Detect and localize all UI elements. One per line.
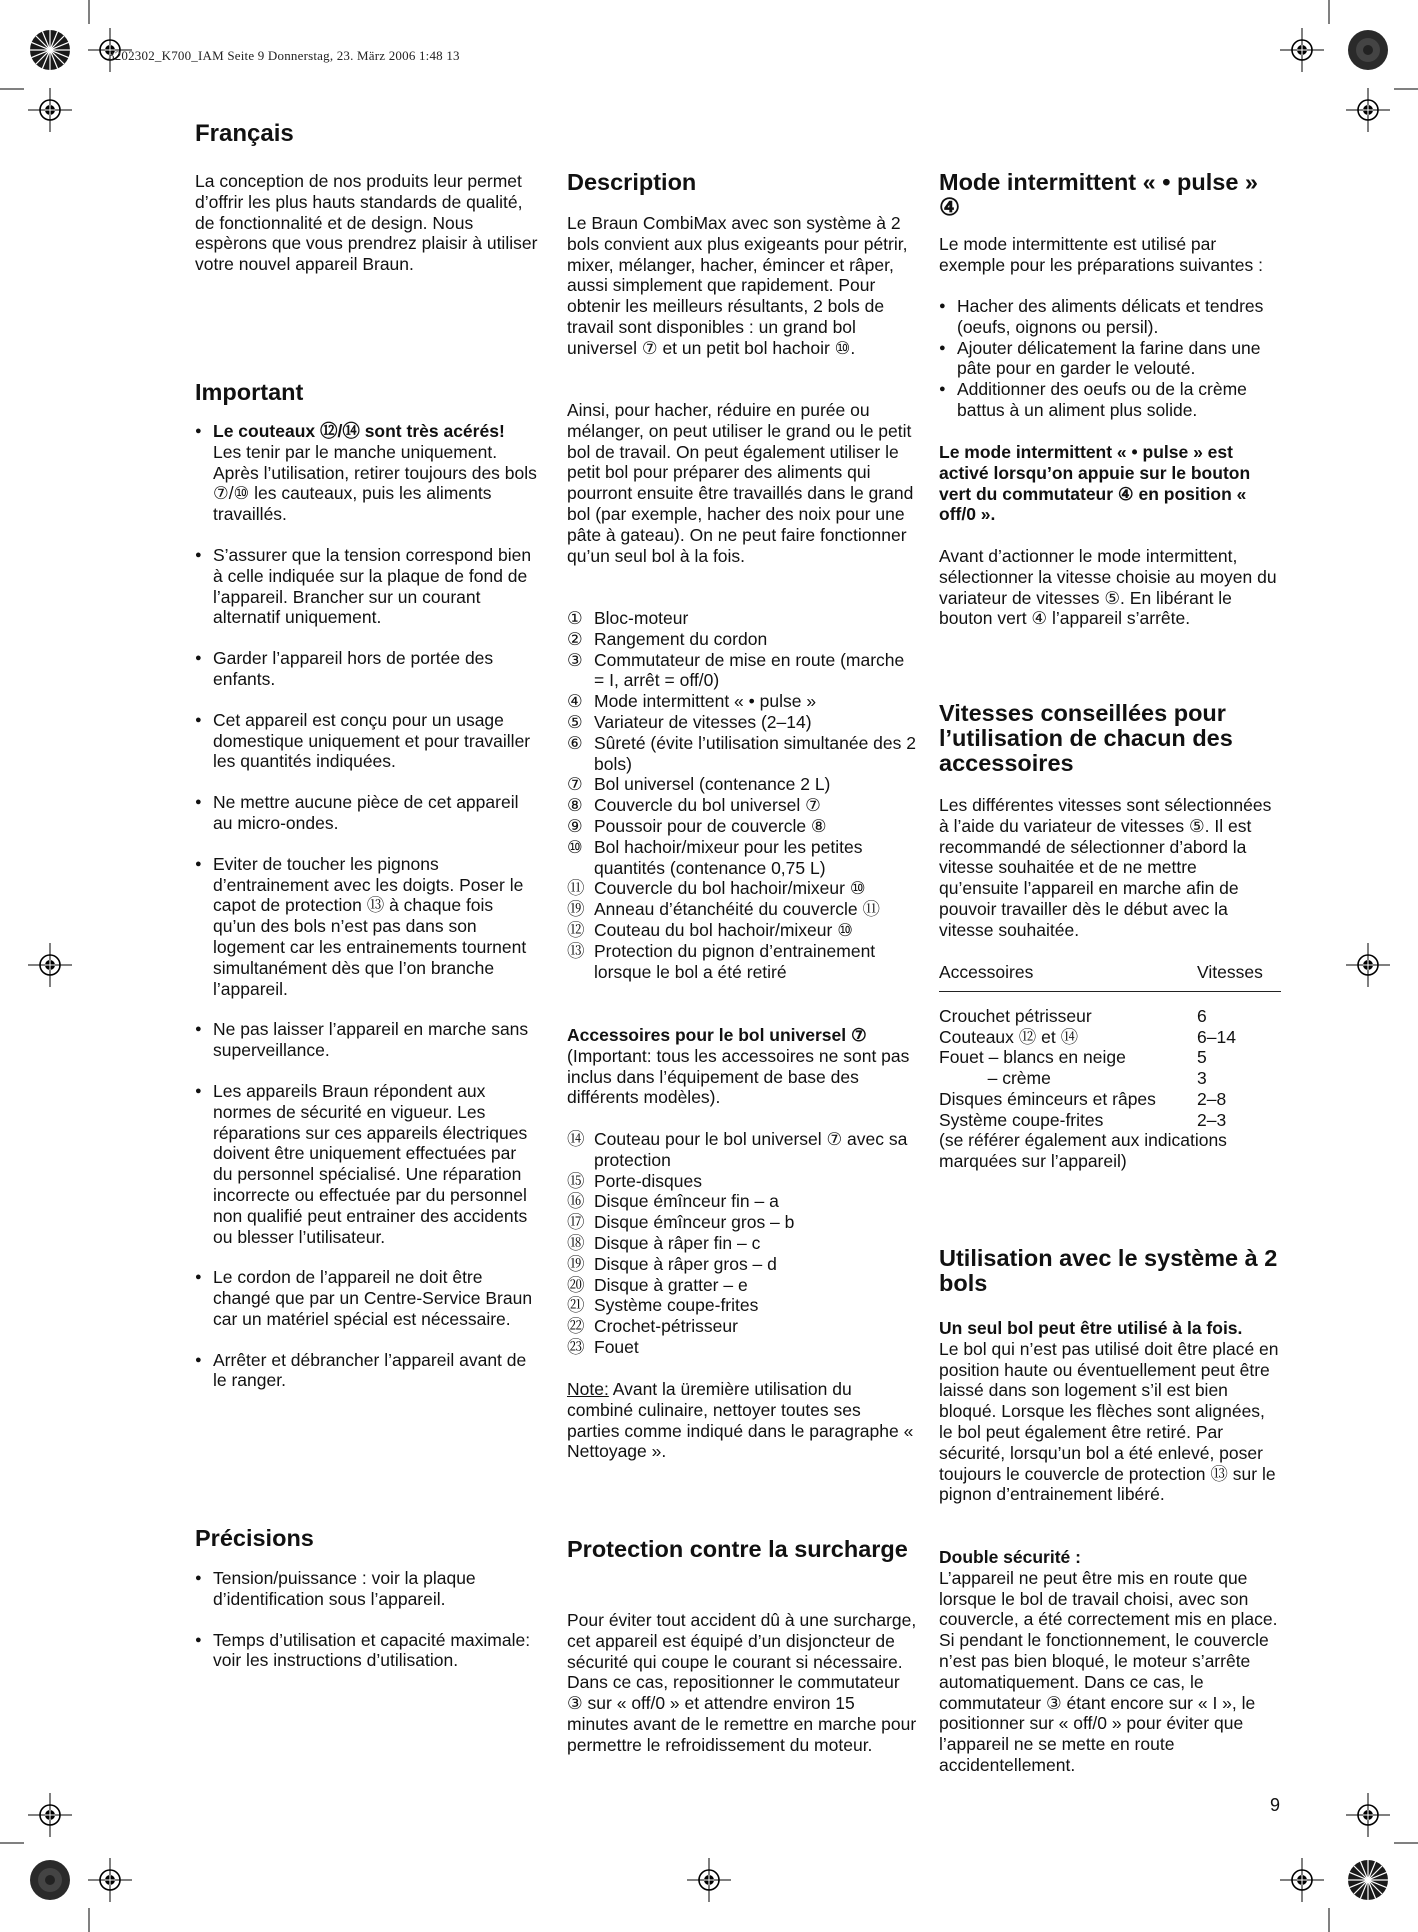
print-slug: 3202302_K700_IAM Seite 9 Donnerstag, 23. März 2006 1:48 13 xyxy=(108,48,460,63)
table-note: (se référer également aux indications marquées sur l’appareil) xyxy=(939,1130,1227,1171)
table-row: – crème 3 xyxy=(939,1068,1207,1089)
pulse-intro: Le mode intermittente est utilisé par exemple pour les préparations suivantes : xyxy=(939,234,1263,275)
list-item: ● Cet appareil est conçu pour un usage domestique uniquement et pour travailler les quantités indiquées. xyxy=(195,710,540,772)
list-item: ⑨ Poussoir pour de couvercle ⑧ xyxy=(567,815,827,836)
parts-list xyxy=(567,608,917,982)
important-heading: Important xyxy=(195,379,304,405)
intro-paragraph: La conception de nos produits leur permet d’offrir les plus hauts standards de qualité, de fonctionnalité et de design. Nous espèrons que vous prendrez plaisir à utiliser votre nouvel appareil Braun. xyxy=(195,171,538,275)
list-item: ⑧ Couvercle du bol universel ⑦ xyxy=(567,795,821,816)
speeds-paragraph: Les différentes vitesses sont sélectionnées à l’aide du variateur de vitesses ⑤. Il est recommandé de sélectionner d’abord la vitesse souhaitée et de ne mettre qu’ensuite l’appareil en marche afin de pouvoir travailler dès le début avec la vitesse souhaitée. xyxy=(939,795,1272,940)
list-item: ⑦ Bol universel (contenance 2 L) xyxy=(567,774,831,795)
list-item: ② Rangement du cordon xyxy=(567,628,768,649)
page-number: 9 xyxy=(1269,1795,1280,1815)
description-heading: Description xyxy=(567,169,697,195)
description-paragraph-1: Le Braun CombiMax avec son système à 2 bols convient aux plus exigeants pour pétrir, mixer, mélanger, hacher, émincer et râper, aussi simplement que rapidement. Pour obtenir les meilleurs résultants, 2 bols de travail sont disponibles : un grand bol universel ⑦ et un petit bol hachoir ⑩. xyxy=(567,213,908,358)
twobowl-heading: Utilisation avec le système à 2 bols xyxy=(939,1245,1278,1296)
list-item: ③ Commutateur de mise en route (marche = I, arrêt = off/0) xyxy=(567,649,905,691)
list-item: ⑥ Sûreté (évite l’utilisation simultanée des 2 bols) xyxy=(567,732,916,774)
list-item: ● Le couteaux ⑫/⑭ sont très acérés! Les tenir par le manche uniquement. Après l’utilisation, retirer toujours des bols ⑦/⑩ les cauteaux, puis les aliments travaillés. xyxy=(195,421,540,525)
list-item: ● Garder l’appareil hors de portée des enfants. xyxy=(195,648,540,690)
list-item: ⑬ Protection du pignon d’entrainement lorsque le bol a été retiré xyxy=(567,940,876,982)
note-paragraph: Note: Avant la üremière utilisation du combiné culinaire, nettoyer toutes ses parties comme indiqué dans le paragraphe « Nettoyage ». xyxy=(567,1379,914,1462)
table-row: Fouet – blancs en neige 5 xyxy=(939,1047,1207,1068)
list-item: ● Arrêter et débrancher l’appareil avant de le ranger. xyxy=(195,1350,540,1392)
table-row: Couteaux ⑫ et ⑭ 6–14 xyxy=(939,1026,1236,1047)
list-item: ⑳ Disque à gratter – e xyxy=(567,1274,748,1295)
pulse-heading: Mode intermittent « • pulse » ④ xyxy=(939,169,1258,220)
list-item: ● Hacher des aliments délicats et tendres (oeufs, oignons ou persil). xyxy=(939,296,1281,338)
list-item: ● Ne pas laisser l’appareil en marche sans superveillance. xyxy=(195,1019,540,1061)
speeds-table xyxy=(939,962,1281,1131)
list-item: ⑫ Couteau du bol hachoir/mixeur ⑩ xyxy=(567,919,853,940)
list-item: ⑲ Disque à râper gros – d xyxy=(567,1253,777,1274)
list-item: ㉑ Système coupe-frites xyxy=(567,1295,759,1316)
list-item: ● Temps d’utilisation et capacité maximale: voir les instructions d’utilisation. xyxy=(195,1630,540,1672)
list-item: ● Ajouter délicatement la farine dans une pâte pour en garder le velouté. xyxy=(939,338,1281,380)
list-item: ⑭ Couteau pour le bol universel ⑦ avec sa protection xyxy=(567,1129,908,1170)
list-item: ● Eviter de toucher les pignons d’entrainement avec les doigts. Poser le capot de protection ⑬ à chaque fois qu’un des bols n’est pas dans son logement car les entrainements tournent simultanément dès que l’on branche l’appareil. xyxy=(195,854,540,1000)
list-item: ● Tension/puissance : voir la plaque d’identification sous l’appareil. xyxy=(195,1568,540,1610)
precisions-list xyxy=(195,1568,540,1671)
twobowl-paragraph: Un seul bol peut être utilisé à la fois. Le bol qui n’est pas utilisé doit être placé en position haute ou éventuellement peut être laissé dans son logement s’il est bien bloqué. Lorsque les flèches sont alignées, le bol peut également être retiré. Par sécurité, lorsqu’un bol a été enlevé, poser toujours le couvercle de protection ⑬ sur le pignon d’entrainement libéré. xyxy=(939,1318,1279,1505)
overload-heading: Protection contre la surcharge xyxy=(567,1536,908,1562)
pulse-list xyxy=(939,296,1281,421)
accessories-intro: Accessoires pour le bol universel ⑦ (Important: tous les accessoires ne sont pas inclus dans l’équipement de base des différents modèles). xyxy=(567,1025,910,1108)
accessories-list xyxy=(567,1129,917,1358)
table-header-row xyxy=(939,962,1281,991)
description-paragraph-2: Ainsi, pour hacher, réduire en purée ou mélanger, on peut utiliser le grand ou le petit bol de travail. On peut également utiliser le petit bol pour préparer des aliments qui pourront ensuite être travaillés dans le grand bol (par exemple, hacher des noix pour une pâte à gateau). On ne peut faire fonctionner qu’un seul bol à la fois. xyxy=(567,400,914,566)
list-item: ● Additionner des oeufs ou de la crème battus à un aliment plus solide. xyxy=(939,379,1281,421)
list-item: ④ Mode intermittent « • pulse » xyxy=(567,691,817,712)
list-item: ⑰ Disque émînceur gros – b xyxy=(567,1212,795,1233)
important-list xyxy=(195,421,540,1391)
precisions-heading: Précisions xyxy=(195,1525,314,1551)
list-item: ㉓ Fouet xyxy=(567,1336,639,1357)
list-item: ㉒ Crochet-pétrisseur xyxy=(567,1316,738,1337)
double-safety-paragraph: Double sécurité : L’appareil ne peut être mis en route que lorsque le bol de travail choisi, avec son couvercle, a été correctement mis en place. Si pendant le fonctionnement, le couvercle n’est pas bien bloqué, le moteur s’arrête automatiquement. Dans ce cas, le commutateur ③ étant encore sur « I », le positionner sur « off/0 » pour éviter que l’appareil ne se mette en route accidentellement. xyxy=(939,1547,1278,1775)
list-item: ⑱ Disque à râper fin – c xyxy=(567,1232,761,1253)
list-item: ● Ne mettre aucune pièce de cet appareil au micro-ondes. xyxy=(195,792,540,834)
list-item: ● Le cordon de l’appareil ne doit être changé que par un Centre-Service Braun car un matériel spécial est nécessaire. xyxy=(195,1267,540,1329)
table-row: Système coupe-frites 2–3 xyxy=(939,1109,1227,1130)
table-row: Disques éminceurs et râpes 2–8 xyxy=(939,1088,1227,1109)
list-item: ⑤ Variateur de vitesses (2–14) xyxy=(567,711,812,732)
table-header-cell: Vitesses xyxy=(1197,962,1281,991)
list-item: ⑲ Anneau d’étanchéité du couvercle ⑪ xyxy=(567,899,881,920)
list-item: ⑩ Bol hachoir/mixeur pour les petites quantités (contenance 0,75 L) xyxy=(567,836,863,878)
pulse-bold-paragraph: Le mode intermittent « • pulse » est activé lorsqu’on appuie sur le bouton vert du commutateur ④ en position « off/0 ». xyxy=(939,442,1251,525)
list-item: ● Les appareils Braun répondent aux normes de sécurité en vigueur. Les réparations sur ces appareils électriques doivent être uniquement effectuées par du personnel spécialisé. Une réparation incorrecte ou effectuée par du personnel non qualifié peut entrainer des accidents ou blesser l’utilisateur. xyxy=(195,1081,540,1247)
list-item: ① Bloc-moteur xyxy=(567,608,689,628)
table-header-cell: Accessoires xyxy=(939,962,1197,991)
overload-paragraph: Pour éviter tout accident dû à une surcharge, cet appareil est équipé d’un disjoncteur de sécurité qui coupe le courant si nécessaire. Dans ce cas, repositionner le commutateur ③ sur « off/0 » et attendre environ 15 minutes avant de le remettre en marche pour permettre le refroidissement du moteur. xyxy=(567,1610,917,1755)
table-row: Crouchet pétrisseur 6 xyxy=(939,1005,1207,1026)
speeds-heading: Vitesses conseillées pour l’utilisation de chacun des accessoires xyxy=(939,700,1233,776)
list-item: ⑪ Couvercle du bol hachoir/mixeur ⑩ xyxy=(567,878,866,899)
page-title: Français xyxy=(195,120,294,147)
list-item: ● S’assurer que la tension correspond bien à celle indiquée sur la plaque de fond de l’appareil. Brancher sur un courant alternatif uniquement. xyxy=(195,545,540,628)
pulse-paragraph: Avant d’actionner le mode intermittent, sélectionner la vitesse choisie au moyen du variateur de vitesses ⑤. En libérant le bouton vert ④ l’appareil s’arrête. xyxy=(939,546,1277,629)
list-item: ⑯ Disque émînceur fin – a xyxy=(567,1191,779,1212)
list-item: ⑮ Porte-disques xyxy=(567,1170,702,1191)
